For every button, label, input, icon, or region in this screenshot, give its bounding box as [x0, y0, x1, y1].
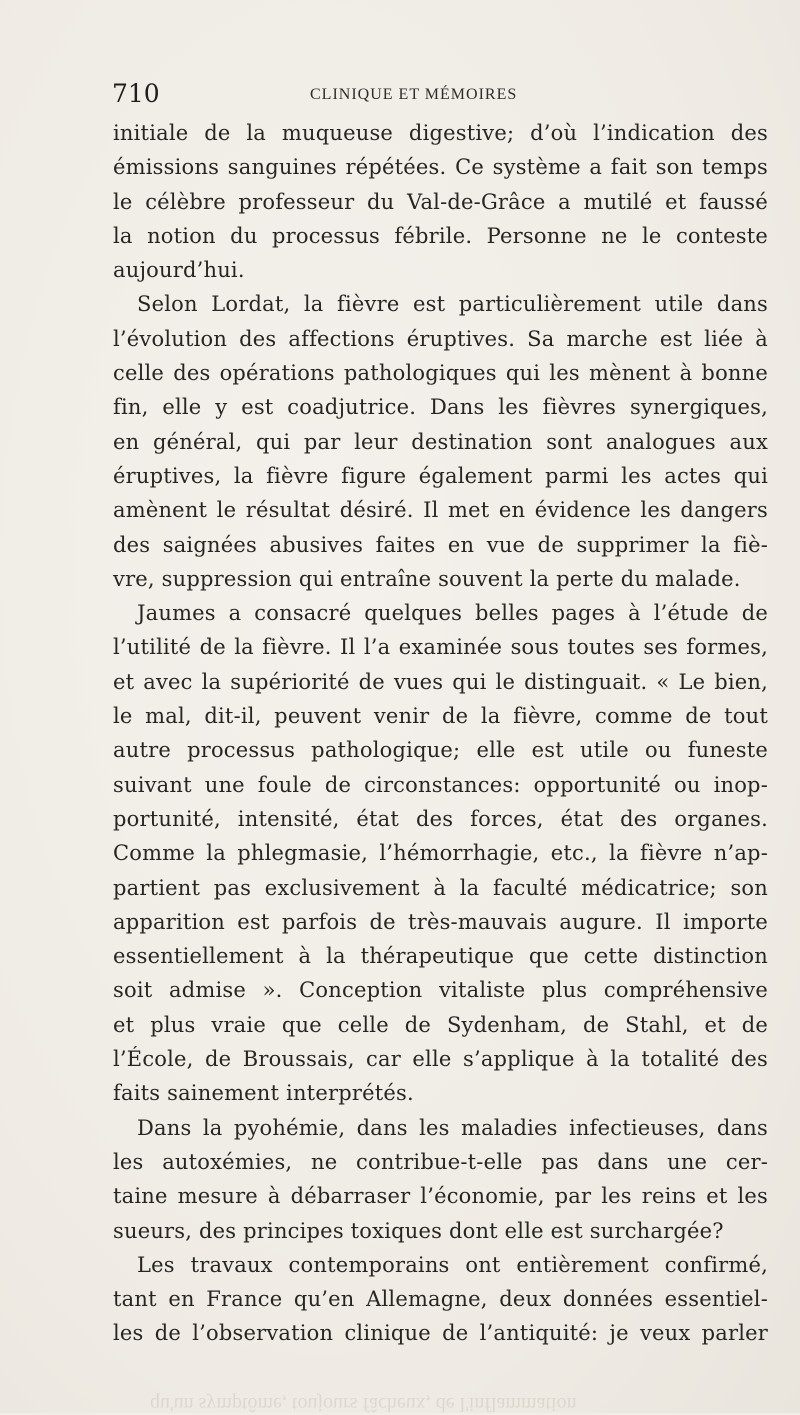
- text-line: faits sainement interprétés.: [113, 1081, 414, 1106]
- text-line: et avec la supériorité de vues qui le distinguait. « Le bien,: [113, 669, 768, 694]
- text-line: éruptives, la fièvre figure également parmi les actes qui: [113, 463, 768, 488]
- text-line: portunité, intensité, état des forces, état des organes.: [113, 806, 768, 831]
- text-line: émissions sanguines répétées. Ce système a fait son temps: [113, 155, 768, 180]
- page-header: [112, 78, 672, 112]
- text-line: l’utilité de la fièvre. Il l’a examinée sous toutes ses formes,: [113, 635, 768, 660]
- text-line: tant en France qu’en Allemagne, deux données essentiel-: [113, 1287, 768, 1312]
- text-line: suivant une foule de circonstances: opportunité ou inop-: [113, 772, 768, 797]
- text-line: l’École, de Broussais, car elle s’applique à la totalité des: [113, 1047, 768, 1072]
- text-line: aujourd’hui.: [113, 258, 245, 283]
- text-line: sueurs, des principes toxiques dont elle est surchargée?: [113, 1218, 724, 1243]
- text-line: vre, suppression qui entraîne souvent la perte du malade.: [113, 566, 741, 591]
- text-line: Dans la pyohémie, dans les maladies infectieuses, dans: [137, 1115, 768, 1140]
- text-line: celle des opérations pathologiques qui les mènent à bonne: [113, 361, 768, 386]
- running-head: CLINIQUE ET MÉMOIRES: [310, 86, 518, 103]
- text-line: les de l’observation clinique de l’antiquité: je veux parler: [113, 1321, 768, 1346]
- text-line: Les travaux contemporains ont entièrement confirmé,: [137, 1252, 768, 1277]
- text-line: taine mesure à débarraser l’économie, par les reins et les: [113, 1184, 768, 1209]
- page-number: 710: [112, 79, 160, 108]
- text-line: Selon Lordat, la fièvre est particulièrement utile dans: [137, 292, 768, 317]
- text-line: le célèbre professeur du Val-de-Grâce a mutilé et faussé: [113, 189, 768, 214]
- text-line: fin, elle y est coadjutrice. Dans les fièvres synergiques,: [113, 395, 768, 420]
- text-line: autre processus pathologique; elle est utile ou funeste: [113, 738, 768, 763]
- text-line: la notion du processus fébrile. Personne ne le conteste: [113, 223, 768, 248]
- text-line: le mal, dit-il, peuvent venir de la fièvre, comme de tout: [113, 704, 768, 729]
- text-line: des saignées abusives faites en vue de supprimer la fiè-: [113, 532, 768, 557]
- body-text: [113, 116, 768, 1351]
- text-line: les autoxémies, ne contribue-t-elle pas dans une cer-: [113, 1149, 768, 1174]
- text-line: Comme la phlegmasie, l’hémorrhagie, etc., la fièvre n’ap-: [113, 841, 768, 866]
- text-line: l’évolution des affections éruptives. Sa marche est liée à: [113, 326, 768, 351]
- text-line: soit admise ». Conception vitaliste plus compréhensive: [113, 978, 768, 1003]
- text-line: et plus vraie que celle de Sydenham, de Stahl, et de: [113, 1012, 768, 1037]
- text-line: amènent le résultat désiré. Il met en évidence les dangers: [113, 498, 768, 523]
- text-line: partient pas exclusivement à la faculté médicatrice; son: [113, 875, 768, 900]
- text-line: apparition est parfois de très-mauvais augure. Il importe: [113, 909, 768, 934]
- text-line: initiale de la muqueuse digestive; d’où l’indication des: [113, 121, 768, 145]
- bleed-through-text: qu'un symptôme, toujours fâcheux, de l'inflammation: [150, 1393, 577, 1415]
- text-line: Jaumes a consacré quelques belles pages à l’étude de: [137, 601, 768, 626]
- text-line: en général, qui par leur destination sont analogues aux: [113, 429, 768, 454]
- text-line: essentiellement à la thérapeutique que cette distinction: [113, 944, 768, 969]
